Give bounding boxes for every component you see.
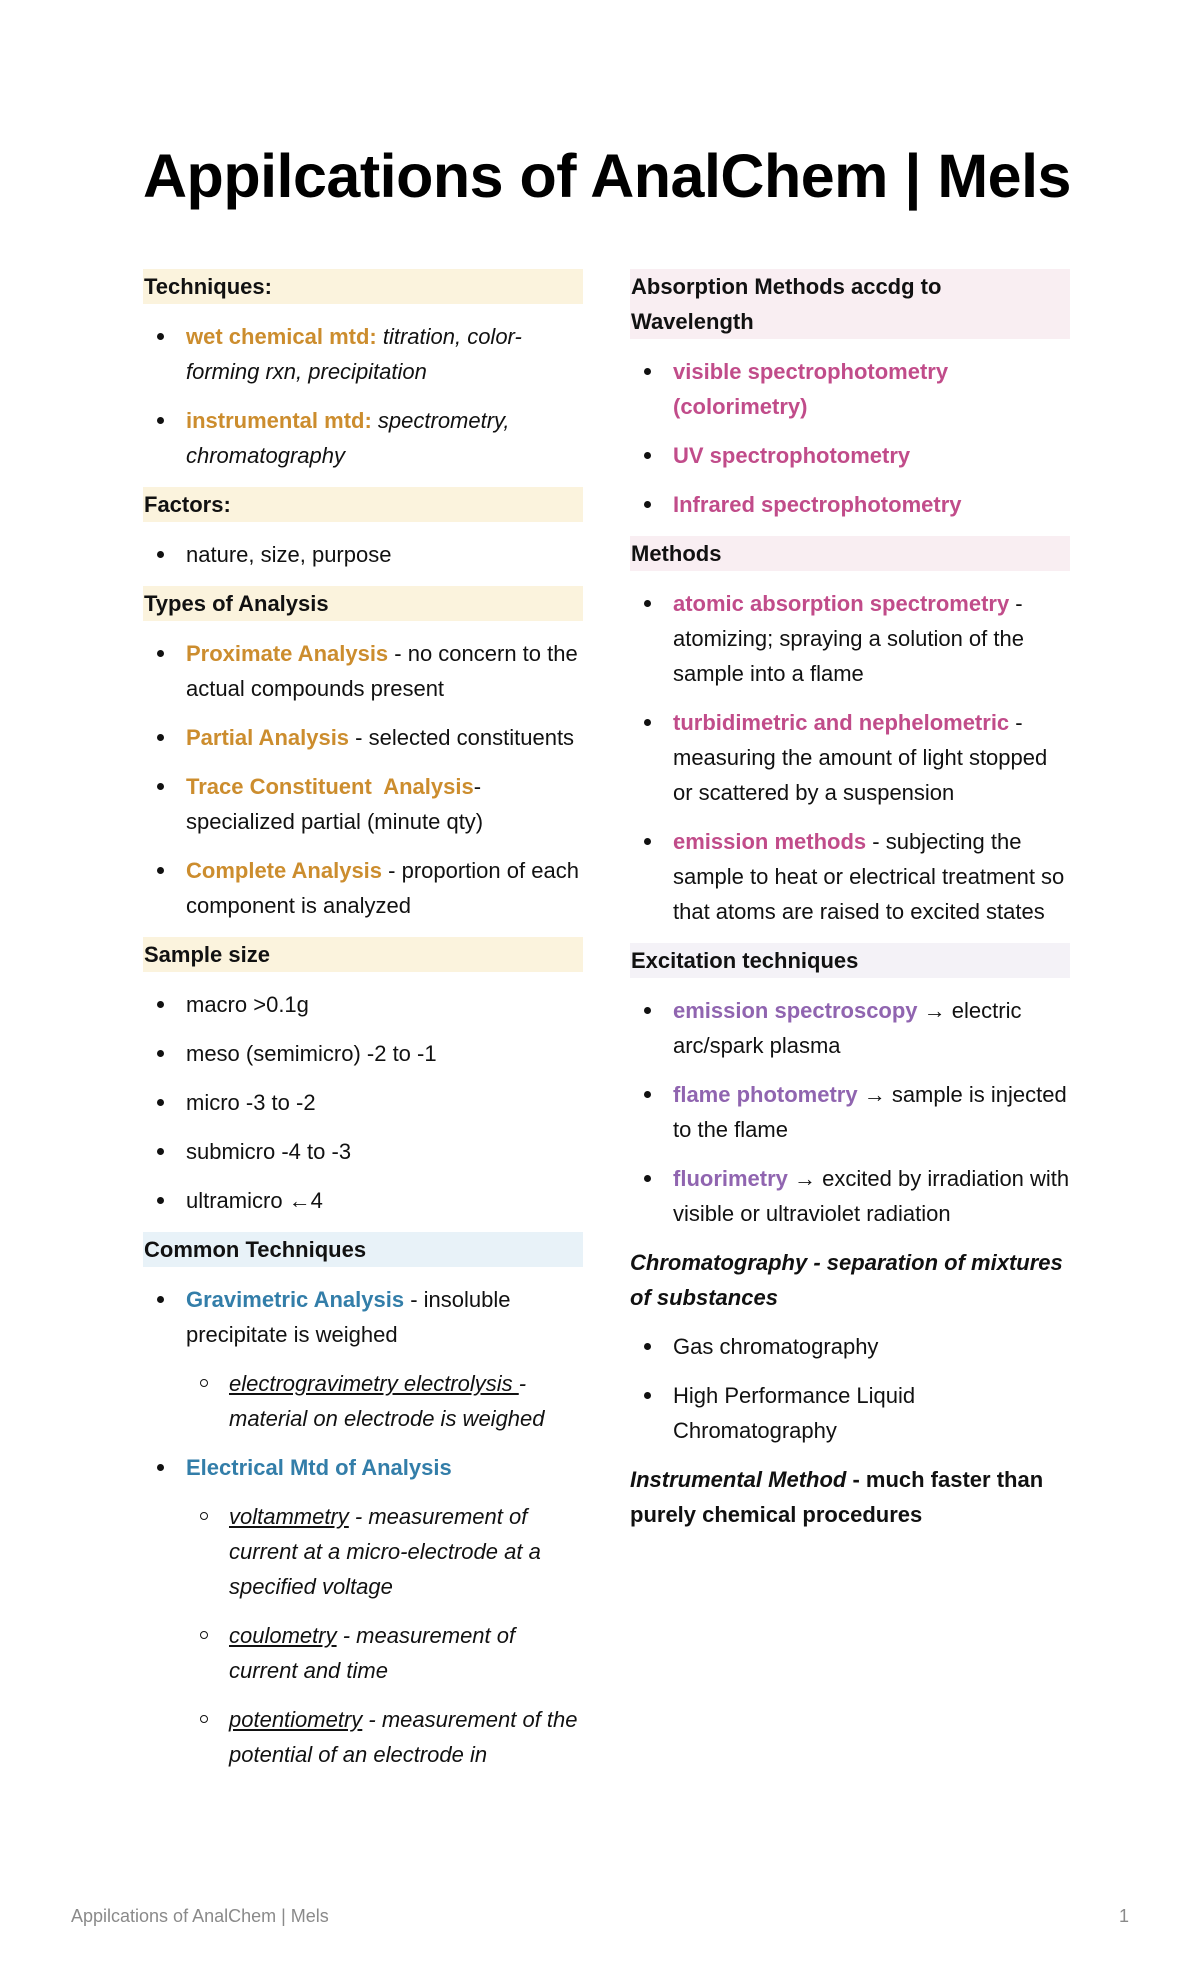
analysis-desc: - proportion of each component is analyzed [186, 858, 579, 918]
gravimetric-term: Gravimetric Analysis [186, 1287, 405, 1312]
excitation-list [630, 993, 1070, 1231]
list-item: macro >0.1g [143, 987, 583, 1022]
excitation-heading: Excitation techniques [630, 943, 1070, 978]
sample-size-list [143, 987, 583, 1218]
analysis-desc: - specialized partial (minute qty) [186, 774, 484, 834]
list-item [630, 586, 1070, 691]
sample-size-heading: Sample size [143, 937, 583, 972]
list-item: ultramicro ←4 [143, 1183, 583, 1218]
page-number: 1 [1118, 1906, 1129, 1926]
list-item [143, 853, 583, 923]
absorption-list [630, 354, 1070, 522]
list-item [143, 769, 583, 839]
list-item [630, 487, 1070, 522]
analysis-term: Complete Analysis [186, 858, 383, 883]
absorption-term: Infrared spectrophotometry [673, 492, 962, 517]
method-desc: - subjecting the sample to heat or electrical treatment so that atoms are raised to excited states [673, 829, 1065, 924]
sub-desc: - measurement of the potential of an electrode in [229, 1707, 578, 1767]
sub-term: coulometry [229, 1623, 337, 1648]
sub-list-item [186, 1702, 583, 1772]
list-item [143, 1450, 583, 1772]
list-item [143, 403, 583, 473]
analysis-term: Proximate Analysis [186, 641, 389, 666]
common-techniques-heading: Common Techniques [143, 1232, 583, 1267]
types-list [143, 636, 583, 923]
list-item: meso (semimicro) -2 to -1 [143, 1036, 583, 1071]
excitation-term: emission spectroscopy [673, 998, 918, 1023]
method-desc: - atomizing; spraying a solution of the sample into a flame [673, 591, 1024, 686]
list-item: Gas chromatography [630, 1329, 1070, 1364]
sub-desc: - measurement of current at a micro-electrode at a specified voltage [229, 1504, 541, 1599]
methods-list [630, 586, 1070, 929]
right-column [630, 269, 1070, 1546]
instrumental-rest: - much faster than purely chemical procedures [630, 1467, 1044, 1527]
sub-term: electrogravimetry electrolysis [229, 1371, 519, 1396]
analysis-term: Partial Analysis [186, 725, 350, 750]
technique-desc: spectrometry, chromatography [186, 408, 510, 468]
method-term: emission methods [673, 829, 867, 854]
footer-title: Appilcations of AnalChem | Mels [71, 1906, 329, 1926]
technique-term: wet chemical mtd: [186, 324, 377, 349]
list-item: nature, size, purpose [143, 537, 583, 572]
list-item: High Performance Liquid Chromatography [630, 1378, 1070, 1448]
list-item [143, 636, 583, 706]
factors-heading: Factors: [143, 487, 583, 522]
common-techniques-list [143, 1282, 583, 1772]
factors-list [143, 537, 583, 572]
analysis-desc: - no concern to the actual compounds present [186, 641, 578, 701]
methods-heading: Methods [630, 536, 1070, 571]
excitation-term: fluorimetry [673, 1166, 788, 1191]
list-item: submicro -4 to -3 [143, 1134, 583, 1169]
left-column [143, 269, 583, 1786]
sub-term: voltammetry [229, 1504, 349, 1529]
gravimetric-sublist [186, 1366, 583, 1436]
types-of-analysis-heading: Types of Analysis [143, 586, 583, 621]
list-item [630, 354, 1070, 424]
electrical-term: Electrical Mtd of Analysis [186, 1455, 452, 1480]
excitation-term: flame photometry [673, 1082, 858, 1107]
absorption-heading: Absorption Methods accdg to Wavelength [630, 269, 1070, 339]
list-item [143, 1282, 583, 1436]
list-item: micro -3 to -2 [143, 1085, 583, 1120]
sub-list-item [186, 1366, 583, 1436]
sub-desc: - material on electrode is weighed [229, 1371, 545, 1431]
absorption-term: UV spectrophotometry [673, 443, 911, 468]
chromatography-heading: Chromatography - separation of mixtures of substances [630, 1250, 1063, 1310]
sub-desc: - measurement of current and time [229, 1623, 516, 1683]
method-term: turbidimetric and nephelometric [673, 710, 1010, 735]
list-item [630, 1077, 1070, 1147]
method-desc: - measuring the amount of light stopped or scattered by a suspension [673, 710, 1048, 805]
list-item [143, 319, 583, 389]
list-item [630, 438, 1070, 473]
excitation-desc: → electric arc/spark plasma [673, 998, 1022, 1058]
analysis-term: Trace Constituent Analysis [186, 774, 474, 799]
technique-term: instrumental mtd: [186, 408, 372, 433]
list-item [143, 720, 583, 755]
technique-desc: titration, color-forming rxn, precipitation [186, 324, 522, 384]
list-item [630, 824, 1070, 929]
list-item [630, 993, 1070, 1063]
excitation-desc: → sample is injected to the flame [673, 1082, 1067, 1142]
instrumental-method-note [630, 1462, 1070, 1532]
techniques-heading: Techniques: [143, 269, 583, 304]
sub-term: potentiometry [229, 1707, 363, 1732]
sub-list-item [186, 1499, 583, 1604]
techniques-list [143, 319, 583, 473]
sub-list-item [186, 1618, 583, 1688]
absorption-term: visible spectrophotometry (colorimetry) [673, 359, 949, 419]
gravimetric-desc: - insoluble precipitate is weighed [186, 1287, 511, 1347]
list-item [630, 705, 1070, 810]
electrical-sublist [186, 1499, 583, 1772]
instrumental-lead: Instrumental Method [630, 1467, 847, 1492]
excitation-desc: → excited by irradiation with visible or ultraviolet radiation [673, 1166, 1070, 1226]
method-term: atomic absorption spectrometry [673, 591, 1010, 616]
analysis-desc: - selected constituents [349, 725, 575, 750]
list-item [630, 1161, 1070, 1231]
page-title: Appilcations of AnalChem | Mels [143, 142, 1071, 210]
chromatography-list [630, 1329, 1070, 1448]
